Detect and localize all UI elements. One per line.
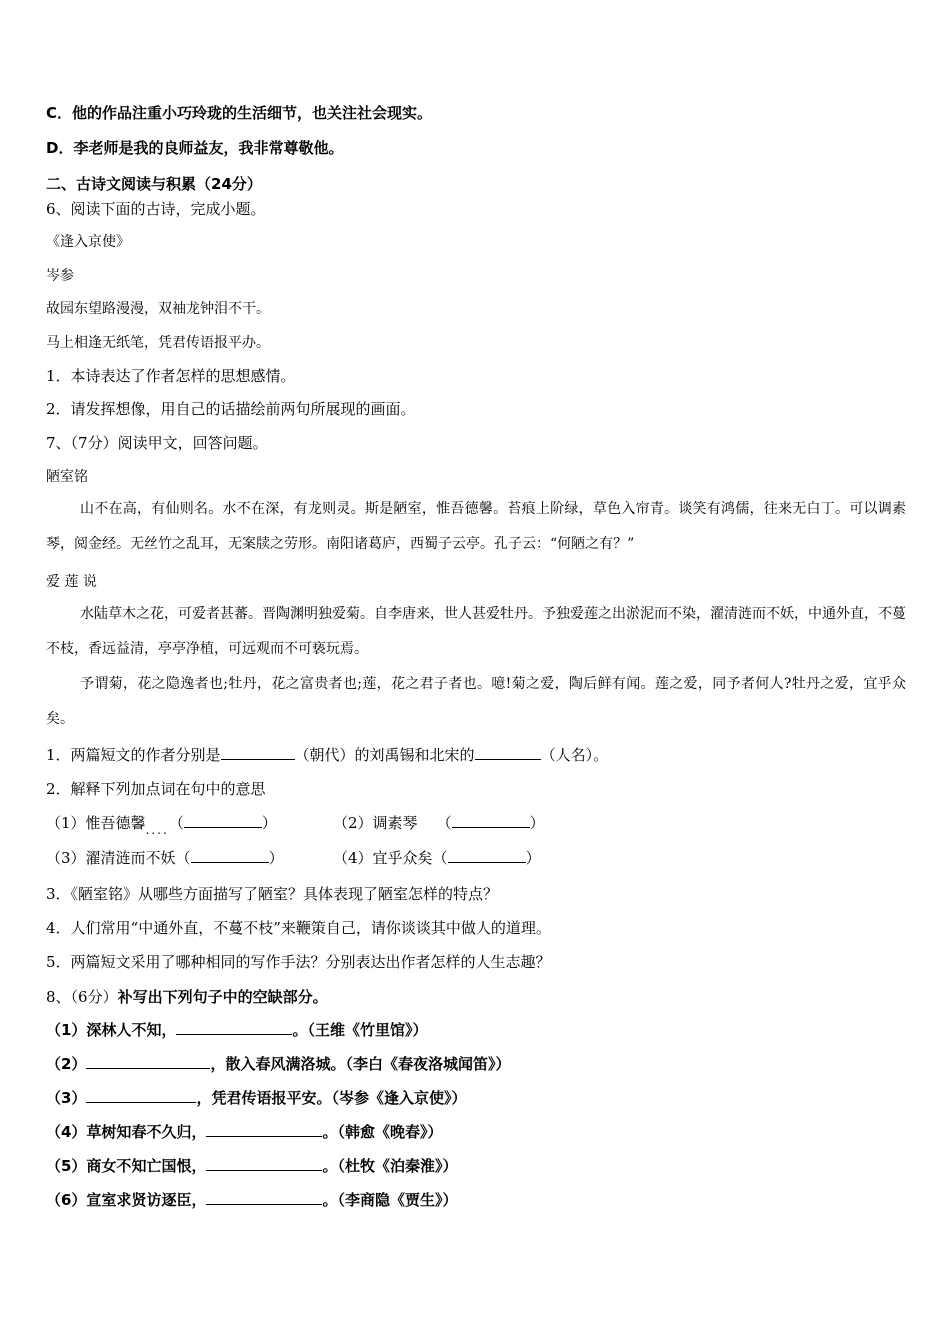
paren-close: ） (268, 849, 284, 867)
answer-blank[interactable] (206, 1156, 322, 1171)
text2-para-2: 予谓菊，花之隐逸者也;牡丹，花之富贵者也;莲，花之君子者也。噫!菊之爱，陶后鲜有闻。莲之爱，同予者何人?牡丹之爱，宜乎众矣。 (46, 676, 906, 727)
q7-item-4 (333, 848, 541, 868)
paren-open: （ (168, 814, 184, 832)
choice-c: C．他的作品注重小巧玲珑的生活细节，也关注社会现实。 (46, 104, 433, 122)
text1-body: 山不在高，有仙则名。水不在深，有龙则灵。斯是陋室，惟吾德馨。苔痕上阶绿，草色入帘青。谈笑有鸿儒，往来无白丁。可以调素琴，阅金经。无丝竹之乱耳，无案牍之劳形。南阳诸葛庐，西蜀子云亭。孔子云：“何陋之有？” (46, 501, 906, 552)
q7-sub3: 3．《陋室铭》从哪些方面描写了陋室？具体表现了陋室怎样的特点？ (46, 885, 499, 903)
q8-intro (46, 987, 328, 1007)
q7-intro: 7、（7分）阅读甲文，回答问题。 (46, 434, 268, 452)
item4-label: （4）宜乎众矣 (333, 849, 433, 867)
q7-sub2: 2．解释下列加点词在句中的意思 (46, 780, 266, 798)
q8-number: 8、（6分） (46, 988, 118, 1006)
item-text-before: （3） (46, 1089, 87, 1107)
q7-sub1-part-a: 1．两篇短文的作者分别是 (46, 746, 221, 764)
item-text-before: （4）草树知春不久归， (46, 1123, 207, 1141)
q7-item-2 (333, 813, 545, 833)
answer-blank[interactable] (206, 1122, 322, 1137)
item-text-before: （2） (46, 1055, 87, 1073)
item-text-after: 。（杜牧《泊秦淮》） (322, 1157, 458, 1175)
choice-d: D．李老师是我的良师益友，我非常尊敬他。 (46, 139, 344, 157)
q8-item-3 (46, 1088, 466, 1108)
q8-item-6 (46, 1190, 457, 1210)
q8-item-5 (46, 1156, 457, 1176)
answer-blank[interactable] (184, 813, 262, 828)
paren-close: ） (261, 814, 277, 832)
answer-blank[interactable] (191, 848, 269, 863)
paren-close: ） (529, 814, 545, 832)
item-text-after: ，凭君传语报平安。（岑参《逢入京使》） (196, 1089, 467, 1107)
q8-instruction: 补写出下列句子中的空缺部分。 (117, 988, 328, 1006)
text1-title: 陋室铭 (46, 469, 88, 485)
paren-close: ） (525, 849, 541, 867)
q8-item-2 (46, 1054, 510, 1074)
item3-label: （3）濯清涟而不妖 (46, 849, 176, 867)
answer-blank[interactable] (176, 1020, 292, 1035)
q6-intro: 6、阅读下面的古诗，完成小题。 (46, 200, 266, 218)
poem-line-1: 故园东望路漫漫，双袖龙钟泪不干。 (46, 301, 270, 317)
answer-blank[interactable] (452, 813, 530, 828)
item1-label: （1）惟吾德馨 (46, 814, 146, 832)
q8-item-4 (46, 1122, 442, 1142)
section-title: 二、古诗文阅读与积累（24分） (46, 175, 262, 193)
item2-label: （2）调素琴 (333, 814, 418, 832)
poem-line-2: 马上相逢无纸笔，凭君传语报平办。 (46, 335, 270, 351)
paren-open: （ (175, 849, 191, 867)
answer-blank[interactable] (448, 848, 526, 863)
item-text-after: ，散入春风满洛城。（李白《春夜洛城闻笛》） (210, 1055, 511, 1073)
text2-para-1: 水陆草木之花，可爱者甚蕃。晋陶渊明独爱菊。自李唐来，世人甚爱牡丹。予独爱莲之出淤泥而不染，濯清涟而不妖，中通外直，不蔓不枝，香远益清，亭亭净植，可远观而不可亵玩焉。 (46, 606, 906, 657)
answer-blank[interactable] (86, 1054, 210, 1069)
emphasis-dots: .... (145, 823, 169, 837)
q7-item-1 (46, 813, 277, 837)
item-text-after: 。（王维《竹里馆》） (292, 1021, 428, 1039)
q7-sub5: 5．两篇短文采用了哪种相同的写作手法？分别表达出作者怎样的人生志趣？ (46, 953, 551, 971)
answer-blank[interactable] (206, 1190, 322, 1205)
paren-open: （ (432, 849, 448, 867)
q8-item-1 (46, 1020, 427, 1040)
answer-blank[interactable] (475, 745, 541, 760)
item-text-before: （5）商女不知亡国恨， (46, 1157, 207, 1175)
answer-blank[interactable] (221, 745, 295, 760)
item-text-before: （1）深林人不知， (46, 1021, 177, 1039)
item-text-before: （6）宣室求贤访逐臣， (46, 1191, 207, 1209)
paren-open: （ (436, 814, 452, 832)
q6-sub1: 1．本诗表达了作者怎样的思想感情。 (46, 367, 296, 385)
q6-sub2: 2．请发挥想像，用自己的话描绘前两句所展现的画面。 (46, 400, 416, 418)
poem-title: 《逢入京使》 (46, 234, 130, 250)
item-text-after: 。（李商隐《贾生》） (322, 1191, 458, 1209)
text2-title: 爱 莲 说 (46, 574, 97, 590)
q7-sub1-part-b: （朝代）的刘禹锡和北宋的 (294, 746, 475, 764)
q7-sub1-part-c: （人名）。 (540, 746, 609, 764)
q7-sub4: 4．人们常用“中通外直，不蔓不枝”来鞭策自己，请你谈谈其中做人的道理。 (46, 919, 551, 937)
answer-blank[interactable] (86, 1088, 196, 1103)
q7-item-3 (46, 848, 284, 868)
q7-sub1 (46, 745, 608, 765)
item-text-after: 。（韩愈《晚春》） (322, 1123, 443, 1141)
poem-author: 岑参 (46, 268, 74, 284)
